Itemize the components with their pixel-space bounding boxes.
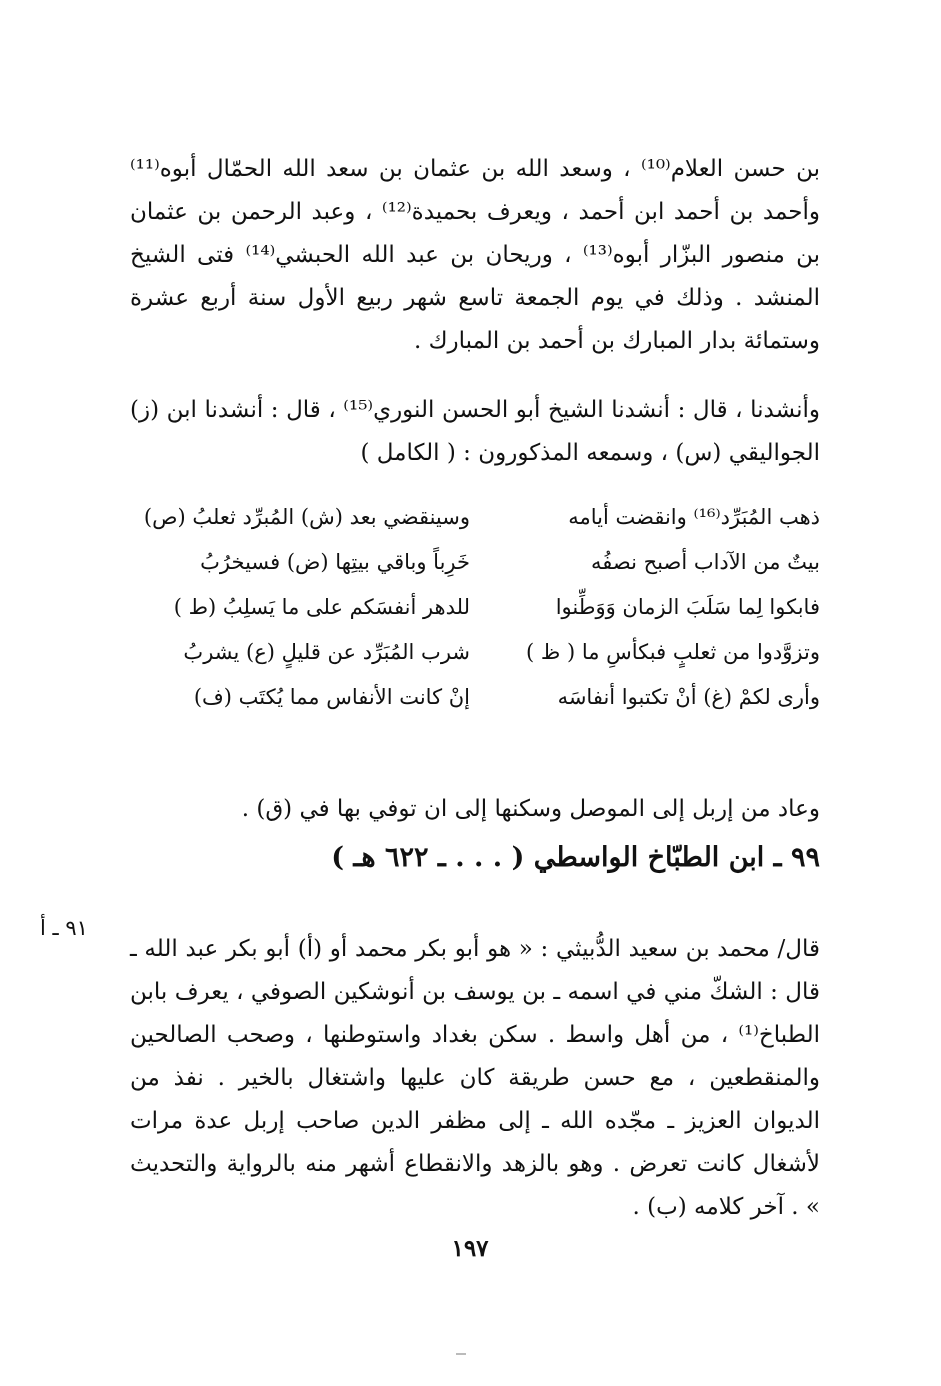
bottom-mark xyxy=(456,1353,466,1355)
paragraph-return-note: وعاد من إربل إلى الموصل وسكنها إلى ان توفي بها في (ق) . xyxy=(241,796,820,822)
verse-first-hemistich: وتزوَّدوا من ثعلبٍ فبكأسِ ما ( ظ ) xyxy=(525,639,820,664)
verse-line xyxy=(140,584,820,629)
verse-first-hemistich: بيتٌ من الآداب أصبح نصفُه xyxy=(590,549,820,574)
verse-first-hemistich: وأرى لكمْ (غ) أنْ تكتبوا أنفاسَه xyxy=(557,684,820,709)
manuscript-folio-marker: ٩١ ـ أ xyxy=(40,916,88,940)
paragraph-narrators: بن حسن العلام⁽¹⁰⁾ ، وسعد الله بن عثمان بن سعد الله الحمّال أبوه⁽¹¹⁾ وأحمد بن أحمد ابن أحمد ، ويعرف بحميدة⁽¹²⁾ ، وعبد الرحمن بن عثمان بن منصور البزّار أبوه⁽¹³⁾ ، وريحان بن عبد الله الحبشي⁽¹⁴⁾ فتى الشيخ المنشد . وذلك في يوم الجمعة تاسع شهر ربيع الأول سنة أربع عشرة وستمائة بدار المبارك بن أحمد بن المبارك . xyxy=(130,156,821,354)
paragraph-recitation-intro: وأنشدنا ، قال : أنشدنا الشيخ أبو الحسن النوري⁽¹⁵⁾ ، قال : أنشدنا ابن (ز) الجواليقي (س) ، وسمعه المذكورون : ( الكامل ) xyxy=(130,397,820,466)
verse-second-hemistich: خَرِباً وباقي بيتِها (ض) فسيخرُبُ xyxy=(200,549,470,574)
verse-line xyxy=(140,629,820,674)
verse-second-hemistich: للدهر أنفسَكم على ما يَسلِبُ (ط ) xyxy=(173,594,470,619)
verse-first-hemistich: فابكوا لِما سَلَبَ الزمان وَوَطِّنوا xyxy=(555,594,820,619)
verse-line xyxy=(140,674,820,719)
verse-second-hemistich: إنْ كانت الأنفاس مما يُكتَب (ف) xyxy=(193,684,470,709)
entry-heading: ٩٩ ـ ابن الطبّاخ الواسطي ( . . . ـ ٦٢٢ هـ ) xyxy=(331,842,820,873)
poem xyxy=(140,494,820,719)
verse-line xyxy=(140,494,820,539)
verse-first-hemistich: ذهب المُبَرِّد⁽¹⁶⁾ وانقضت أيامه xyxy=(568,504,820,529)
page-number: ١٩٧ xyxy=(451,1235,489,1262)
paragraph-biography: قال/ محمد بن سعيد الدُّبيثي : « هو أبو بكر محمد أو (أ) أبو بكر عبد الله ـ قال : الشكّ مني في اسمه ـ بن يوسف بن أنوشكين الصوفي ، يعرف بابن الطباخ⁽¹⁾ ، من أهل واسط . سكن بغداد واستوطنها ، وصحب الصالحين والمنقطعين ، مع حسن طريقة كان عليها واشتغال بالخير . نفذ من الديوان العزيز ـ مجّده الله ـ إلى مظفر الدين صاحب إربل عدة مرات لأشغال كانت تعرض . وهو بالزهد والانقطاع أشهر منه بالرواية والتحديث » . آخر كلامه (ب) . xyxy=(130,936,820,1220)
verse-second-hemistich: وسينقضي بعد (ش) المُبرِّد ثعلبُ (ص) xyxy=(143,504,470,529)
verse-line xyxy=(140,539,820,584)
verse-second-hemistich: شرب المُبَرِّد عن قليلٍ (ع) يشربُ xyxy=(183,639,470,664)
